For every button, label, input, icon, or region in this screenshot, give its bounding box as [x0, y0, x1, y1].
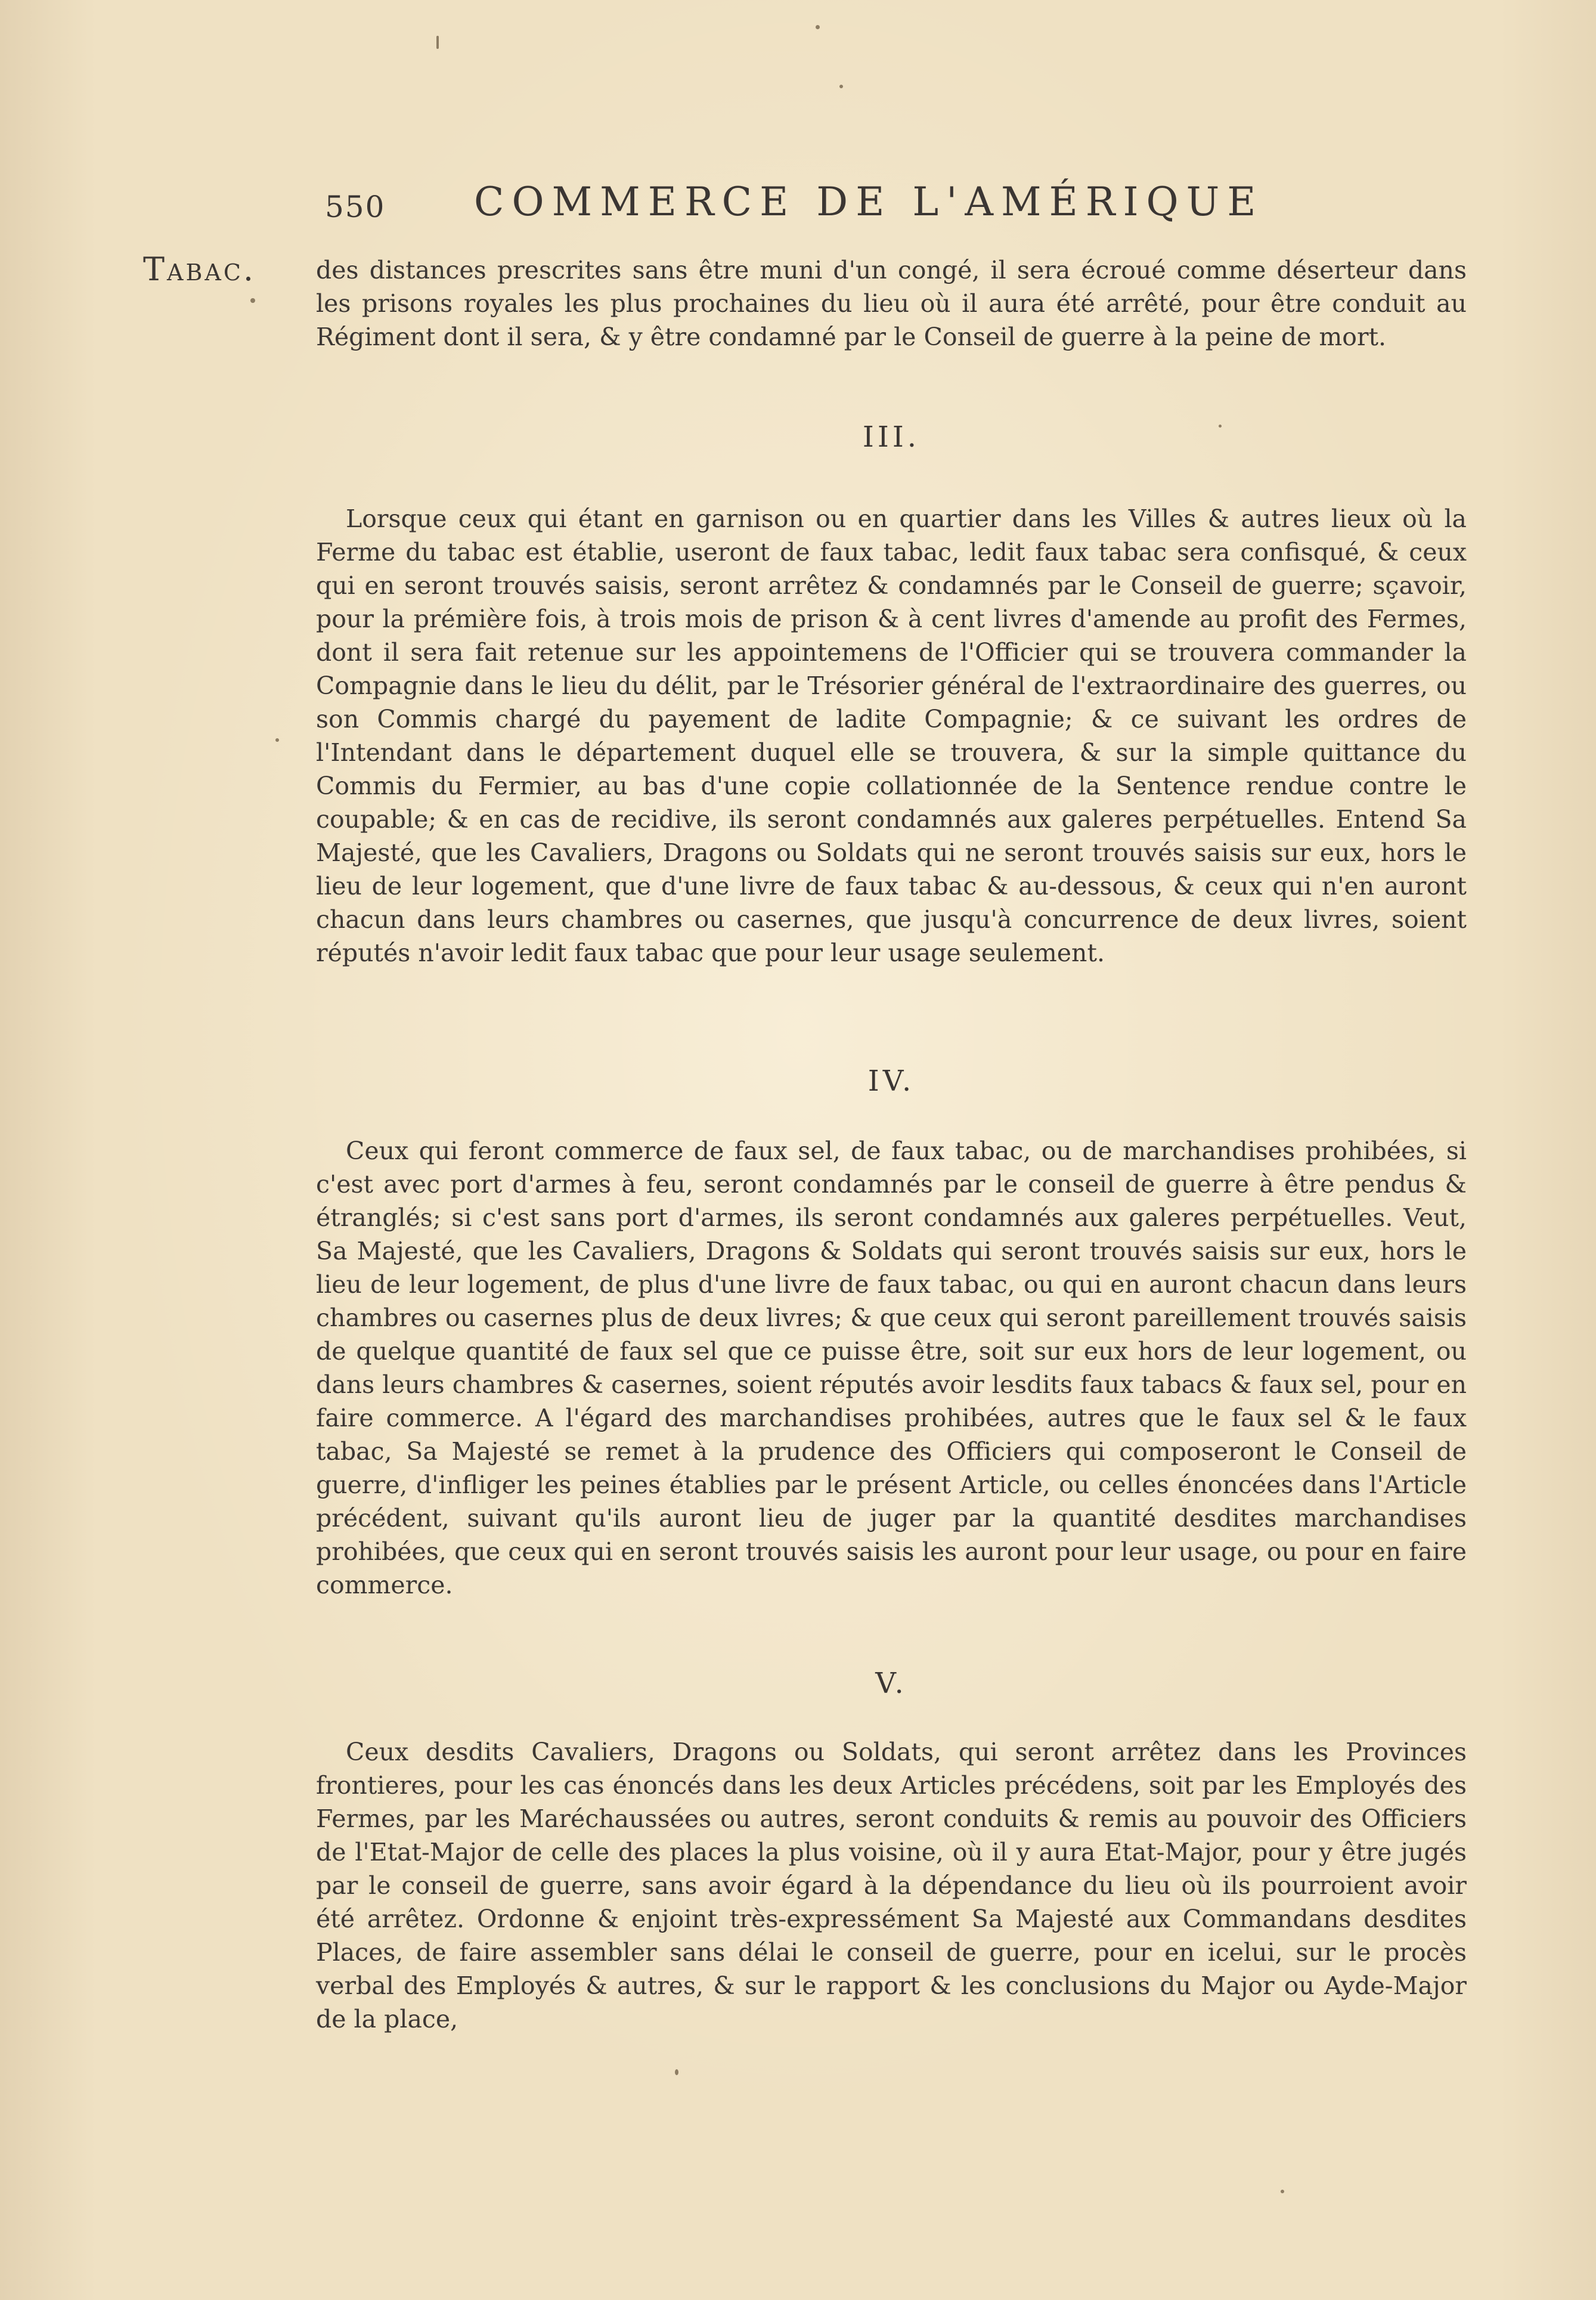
running-title: COMMERCE DE L'AMÉRIQUE	[474, 179, 1264, 225]
section-title-v: V.	[875, 1667, 907, 1700]
intro-paragraph-block	[316, 253, 1467, 354]
section-v-block	[316, 1735, 1467, 2036]
section-iii-block	[316, 502, 1467, 970]
section-title-iv: IV.	[867, 1064, 915, 1098]
section-iv-block	[316, 1134, 1467, 1602]
section-v-text: Ceux desdits Cavaliers, Dragons ou Soldats, qui seront arrêtez dans les Provinces frontieres, pour les cas énoncés dans les deux Articles précédens, soit par les Employés des Fermes, par les Maréchaussées ou autres, seront conduits & remis au pouvoir des Officiers de l'Etat-Major de celle des places la plus voisine, où il y aura Etat-Major, pour y être jugés par le conseil de guerre, sans avoir égard à la dépendance du lieu où ils pourroient avoir été arrêtez. Ordonne & enjoint très-expressément Sa Majesté aux Commandans desdites Places, de faire assembler sans délai le conseil de guerre, pour en icelui, sur le procès verbal des Employés & autres, & sur le rapport & les conclusions du Major ou Ayde-Major de la place,	[316, 1738, 1467, 2033]
page-header	[325, 179, 1309, 227]
margin-note: Tabac.	[143, 250, 256, 288]
section-title-iii: III.	[862, 420, 921, 454]
section-iv-text: Ceux qui feront commerce de faux sel, de faux tabac, ou de marchandises prohibées, si c'est avec port d'armes à feu, seront condamnés par le conseil de guerre à être pendus & étranglés; si c'est sans port d'armes, ils seront condamnés aux galeres perpétuelles. Veut, Sa Majesté, que les Cavaliers, Dragons & Soldats qui seront trouvés saisis sur eux, hors le lieu de leur logement, de plus d'une livre de faux tabac, ou qui en auront chacun dans leurs chambres ou casernes plus de deux livres; & que ceux qui seront pareillement trouvés saisis de quelque quantité de faux sel que ce puisse être, soit sur eux hors de leur logement, ou dans leurs chambres & casernes, soient réputés avoir lesdits faux tabacs & faux sel, pour en faire commerce. A l'égard des marchandises prohibées, autres que le faux sel & le faux tabac, Sa Majesté se remet à la prudence des Officiers qui composeront le Conseil de guerre, d'infliger les peines établies par le présent Article, ou celles énoncées dans l'Article précédent, suivant qu'ils auront lieu de juger par la quantité desdites marchandises prohibées, que ceux qui en seront trouvés saisis les auront pour leur usage, ou pour en faire commerce.	[316, 1137, 1467, 1599]
intro-paragraph: des distances prescrites sans être muni d'un congé, il sera écroué comme déserteur dans les prisons royales les plus prochaines du lieu où il aura été arrêté, pour être conduit au Régiment dont il sera, & y être condamné par le Conseil de guerre à la peine de mort.	[316, 256, 1467, 351]
section-iii-text: Lorsque ceux qui étant en garnison ou en quartier dans les Villes & autres lieux où la Ferme du tabac est établie, useront de faux tabac, ledit faux tabac sera confisqué, & ceux qui en seront trouvés saisis, seront arrêtez & condamnés par le Conseil de guerre; sçavoir, pour la prémière fois, à trois mois de prison & à cent livres d'amende au profit des Fermes, dont il sera fait retenue sur les appointemens de l'Officier qui se trouvera commander la Compagnie dans le lieu du délit, par le Trésorier général de l'extraordinaire des guerres, ou son Commis chargé du payement de ladite Compagnie; & ce suivant les ordres de l'Intendant dans le département duquel elle se trouvera, & sur la simple quittance du Commis du Fermier, au bas d'une copie collationnée de la Sentence rendue contre le coupable; & en cas de recidive, ils seront condamnés aux galeres perpétuelles. Entend Sa Majesté, que les Cavaliers, Dragons ou Soldats qui ne seront trouvés saisis sur eux, hors le lieu de leur logement, que d'une livre de faux tabac & au-dessous, & ceux qui n'en auront chacun dans leurs chambres ou casernes, que jusqu'à concurrence de deux livres, soient réputés n'avoir ledit faux tabac que pour leur usage seulement.	[316, 504, 1467, 967]
page-number: 550	[325, 190, 386, 224]
